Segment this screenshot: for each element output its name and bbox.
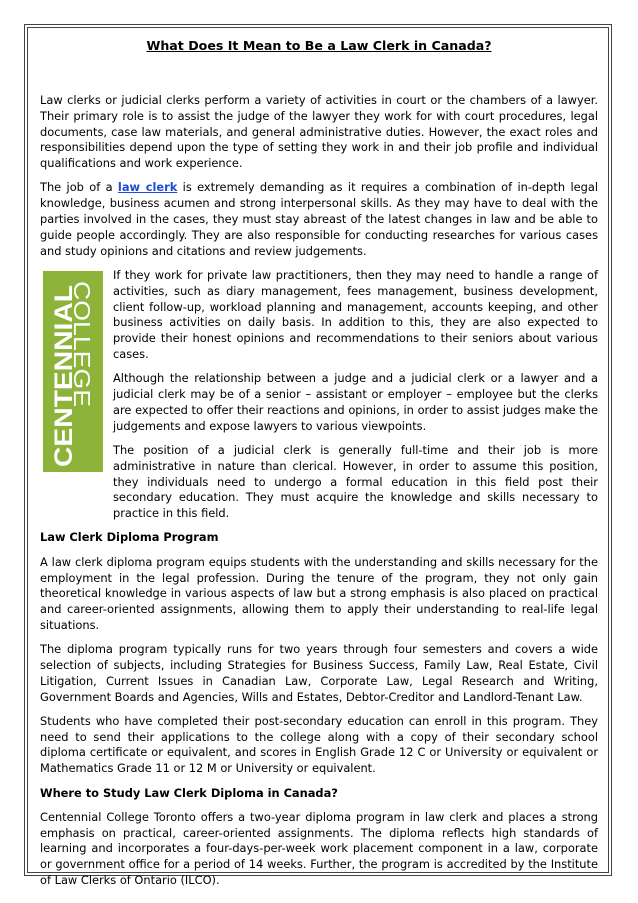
job-text-suffix: is extremely demanding as it requires a combination of in-depth legal knowledge, business acumen and strong interpersonal skills. As they may have to deal with the parties involved in the cases, they must stay abreast of the latest changes in law and be able to guide people accordingly. They are also responsible for conducting researches for various cases and study opinions and citations and review judgements.: [40, 180, 598, 258]
document-title: What Does It Mean to Be a Law Clerk in Canada?: [146, 38, 492, 53]
private-practice-paragraph: If they work for private law practitioners, then they may need to handle a range of activities, such as diary management, fees management, business development, client follow-up, workload planning and management, accounts keeping, and other business activities on daily basis. In addition to this, they are also expected to provide their honest opinions and recommendations to their seniors about various cases.: [113, 267, 598, 361]
logo-word-college: COLLEGE: [69, 280, 95, 390]
program-admission-paragraph: Students who have completed their post-secondary education can enroll in this program. They need to send their applications to the college along with a copy of their secondary school diploma certificate or equivalent, and scores in English Grade 12 C or University or equivalent or Mathematics Grade 11 or 12 M or University or equivalent.: [40, 713, 598, 776]
job-paragraph: [40, 180, 598, 259]
program-intro-paragraph: A law clerk diploma program equips students with the understanding and skills necessary for the employment in the legal profession. During the tenure of the program, they not only gain theoretical knowledge in various aspects of law but a strong emphasis is also placed on practical and career-oriented assignments, allowing them to apply their understanding to real-life legal situations.: [40, 554, 598, 632]
logo-graphic: [43, 271, 103, 472]
program-subjects-paragraph: The diploma program typically runs for two years through four semesters and covers a wide selection of subjects, including Strategies for Business Success, Family Law, Real Estate, Civil Litigation, Current Issues in Canadian Law, Corporate Law, Legal Research and Writing, Government Boards and Agencies, Wills and Estates, Debtor-Creditor and Landlord-Tenant Law.: [40, 642, 598, 704]
logo-word-centennial: CENTENNIAL: [50, 305, 78, 467]
intro-paragraph: Law clerks or judicial clerks perform a variety of activities in court or the chambers of a lawyer. Their primary role is to assist the judge of the lawyer they work for with court procedures, legal documents, case law materials, and general administrative duties. However, the exact roles and responsibilities depend upon the type of setting they work in and their job profile and individual qualifications and work experience.: [40, 93, 598, 171]
job-text-prefix: The job of a: [40, 180, 118, 195]
logo-text-block: [40, 268, 598, 522]
document-body: [40, 38, 598, 897]
where-heading: Where to Study Law Clerk Diploma in Canada?: [40, 785, 338, 800]
centennial-college-logo: [43, 271, 103, 472]
logo-side-text: [113, 268, 598, 522]
position-paragraph: The position of a judicial clerk is generally full-time and their job is more administrative in nature than clerical. However, in order to assume this position, they individuals need to undergo a formal education in this field post their secondary education. They must acquire the knowledge and skills necessary to practice in this field.: [113, 442, 598, 521]
program-heading: Law Clerk Diploma Program: [40, 530, 219, 545]
law-clerk-link[interactable]: law clerk: [117, 180, 178, 195]
where-paragraph: Centennial College Toronto offers a two-year diploma program in law clerk and places a strong emphasis on practical, career-oriented assignments. The diploma reflects high standards of learning and incorporates a four-days-per-week work placement component in a law, corporate or government office for a period of 14 weeks. Further, the program is accredited by the Institute of Law Clerks of Ontario (ILCO).: [40, 809, 598, 888]
relationship-paragraph: Although the relationship between a judge and a judicial clerk or a lawyer and a judicial clerk may be of a senior – assistant or employer – employee but the clerks are expected to offer their reactions and opinions, in order to assist judges make the judgements and expose lawyers to various viewpoints.: [113, 371, 598, 433]
